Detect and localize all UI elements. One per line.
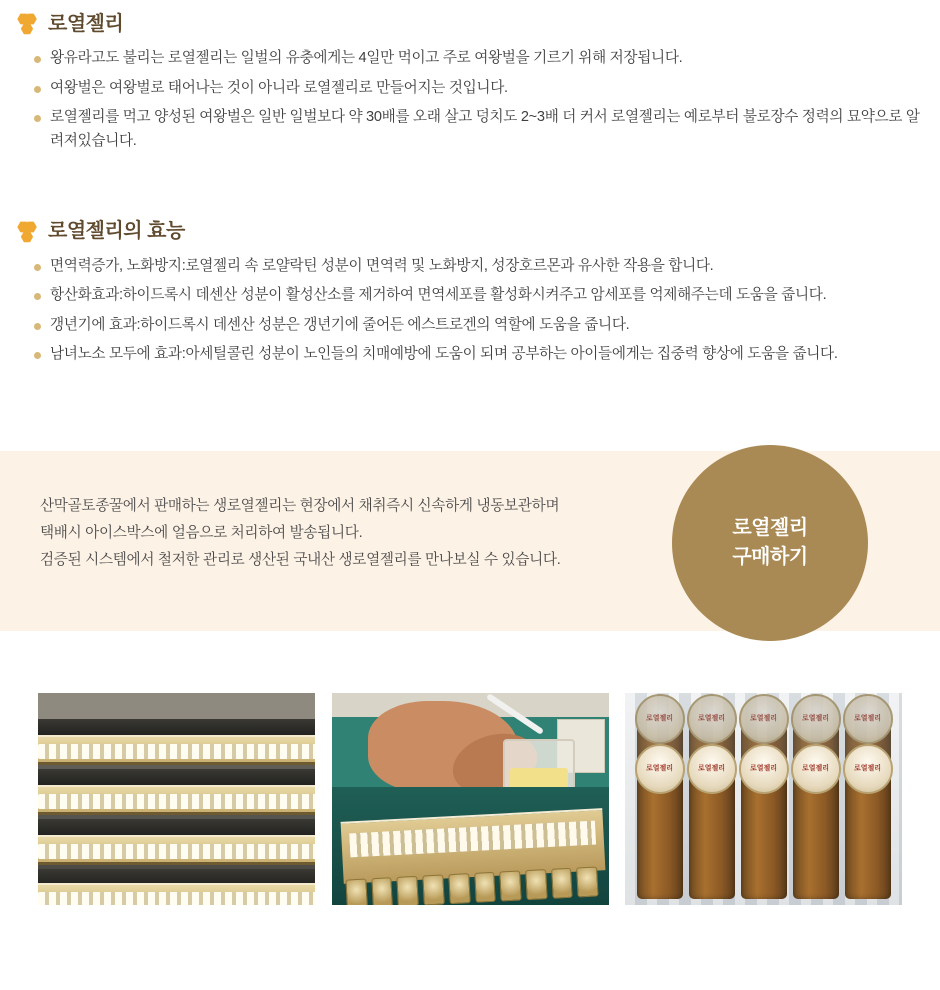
bottle-label: 로열젤리 (791, 744, 841, 794)
bottle-label: 로열젤리 (791, 694, 841, 744)
section-heading-royal-jelly (0, 12, 940, 35)
promo-band (0, 451, 940, 631)
royal-jelly-harvest-photo (332, 693, 609, 905)
list-item: 왕유라고도 불리는 로열젤리는 일벌의 유충에게는 4일만 먹이고 주로 여왕벌을 기르기 위해 저장됩니다. (34, 47, 920, 71)
page-container (0, 12, 940, 905)
bottle-label: 로열젤리 (843, 744, 893, 794)
royal-jelly-bottles-photo (625, 693, 902, 905)
spacer (0, 373, 940, 433)
photo-gallery (0, 693, 940, 905)
bottle-label: 로열젤리 (739, 694, 789, 744)
cta-line-1: 로열젤리 (732, 517, 808, 540)
section-title: 로열젤리 (48, 12, 124, 35)
promo-line: 검증된 시스템에서 철저한 관리로 생산된 국내산 생로열젤리를 만나보실 수 있습니다. (40, 552, 561, 569)
bee-hex-icon (14, 12, 39, 35)
bottle-label: 로열젤리 (687, 744, 737, 794)
list-item: 면역력증가, 노화방지:로열젤리 속 로얄락틴 성분이 면역력 및 노화방지, 성장호르몬과 유사한 작용을 합니다. (34, 255, 920, 279)
list-item: 남녀노소 모두에 효과:아세틸콜린 성분이 노인들의 치매예방에 도움이 되며 공부하는 아이들에게는 집중력 향상에 도움을 줍니다. (34, 343, 920, 367)
bottle-label: 로열젤리 (635, 694, 685, 744)
royal-jelly-frames-photo (38, 693, 315, 905)
section-heading-benefits (0, 220, 940, 243)
section-title: 로열젤리의 효능 (48, 220, 185, 243)
list-item: 로열젤리를 먹고 양성된 여왕벌은 일반 일벌보다 약 30배를 오래 살고 덩치도 2~3배 더 커서 로열젤리는 예로부터 불로장수 정력의 묘약으로 알려져있습니다. (34, 106, 920, 153)
bee-hex-icon (14, 220, 39, 243)
spacer (0, 160, 940, 208)
bullet-list-benefits (0, 255, 940, 368)
bottle-label: 로열젤리 (739, 744, 789, 794)
cta-line-2: 구매하기 (732, 546, 808, 569)
bullet-list-royal-jelly (0, 47, 940, 154)
bottle-label: 로열젤리 (687, 694, 737, 744)
bottle-label: 로열젤리 (635, 744, 685, 794)
buy-royal-jelly-button[interactable] (672, 445, 868, 641)
promo-line: 택배시 아이스박스에 얼음으로 처리하여 발송됩니다. (40, 525, 363, 542)
bottle-label: 로열젤리 (843, 694, 893, 744)
promo-line: 산막골토종꿀에서 판매하는 생로열젤리는 현장에서 채취즉시 신속하게 냉동보관하며 (40, 498, 560, 515)
list-item: 항산화효과:하이드록시 데센산 성분이 활성산소를 제거하여 면역세포를 활성화시켜주고 암세포를 억제해주는데 도움을 줍니다. (34, 284, 920, 308)
promo-text (40, 493, 560, 574)
list-item: 여왕벌은 여왕벌로 태어나는 것이 아니라 로열젤리로 만들어지는 것입니다. (34, 77, 920, 101)
list-item: 갱년기에 효과:하이드록시 데센산 성분은 갱년기에 줄어든 에스트로겐의 역할에 도움을 줍니다. (34, 314, 920, 338)
